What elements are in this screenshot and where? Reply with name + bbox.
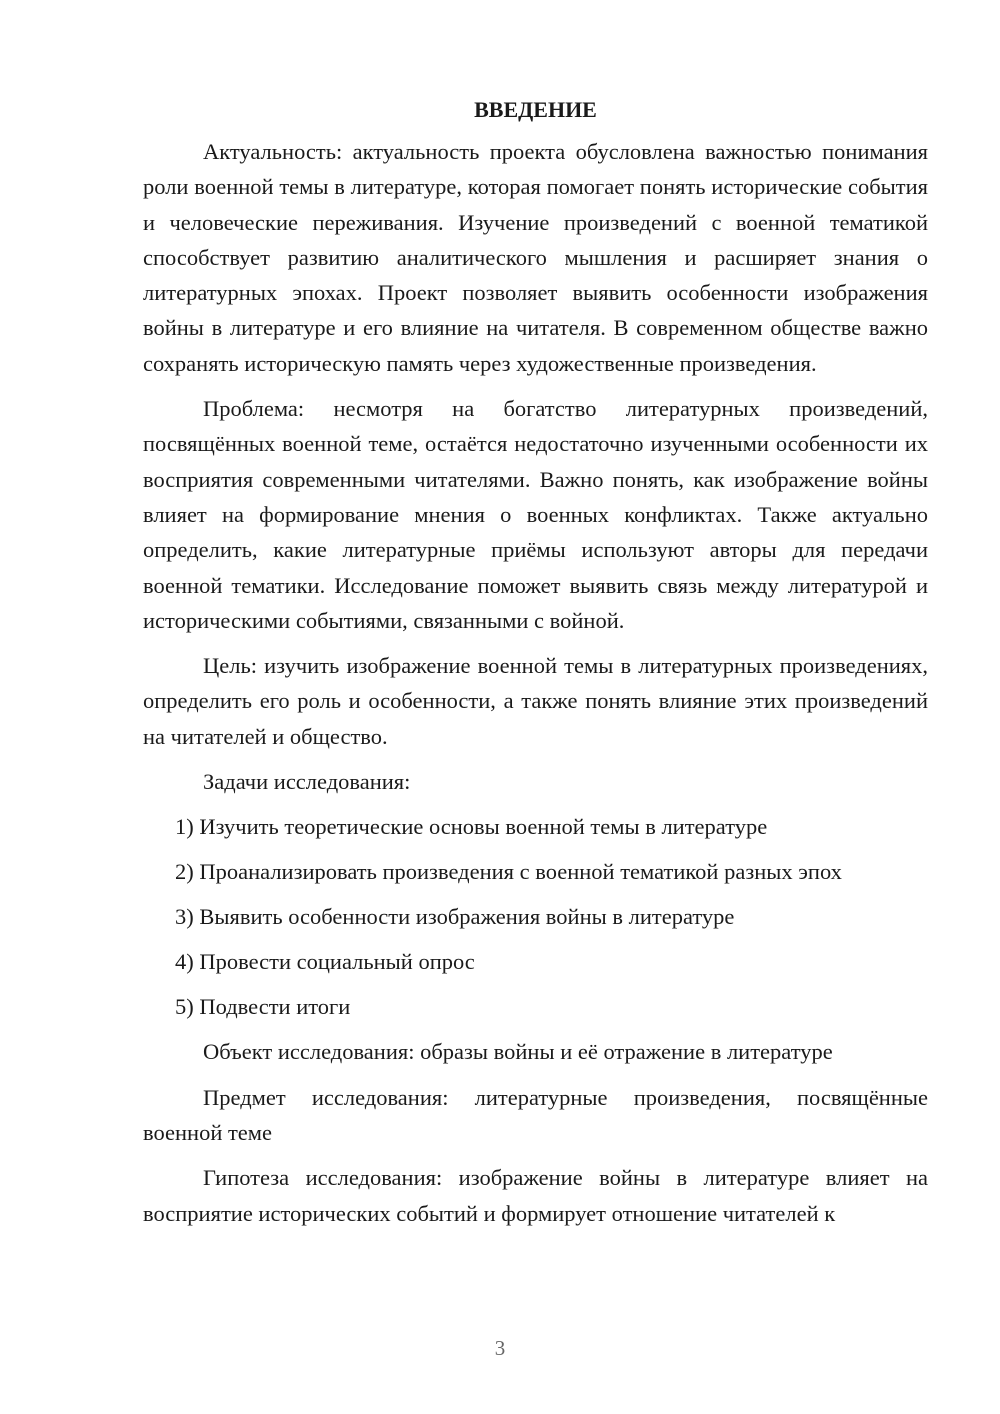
document-page <box>143 92 928 1241</box>
object-paragraph: Объект исследования: образы войны и её отражение в литературе <box>203 1039 833 1065</box>
section-title: ВВЕДЕНИЕ <box>474 97 597 122</box>
page-number: 3 <box>494 1336 506 1360</box>
list-item: 5) Подвести итоги <box>175 994 351 1020</box>
problem-paragraph: Проблема: несмотря на богатство литературных произведений, посвящённых военной теме, остаётся недостаточно изученными особенности их восприятия современными читателями. Важно понять, как изображение войны влияет на формирование мнения о военных конфликтах. Также актуально определить, какие литературные приёмы используют авторы для передачи военной тематики. Исследование поможет выявить связь между литературой и историческими событиями, связанными с войной. <box>143 396 928 633</box>
goal-paragraph: Цель: изучить изображение военной темы в литературных произведениях, определить его роль и особенности, а также понять влияние этих произведений на читателей и общество. <box>143 653 928 749</box>
hypothesis-paragraph: Гипотеза исследования: изображение войны в литературе влияет на восприятие исторических событий и формирует отношение читателей к <box>143 1165 928 1226</box>
list-item: 4) Провести социальный опрос <box>175 949 475 975</box>
tasks-heading: Задачи исследования: <box>203 769 411 795</box>
tasks-list <box>143 809 928 1024</box>
relevance-paragraph: Актуальность: актуальность проекта обусловлена важностью понимания роли военной темы в литературе, которая помогает понять исторические события и человеческие переживания. Изучение произведений с военной тематикой способствует развитию аналитического мышления и расширяет знания о литературных эпохах. Проект позволяет выявить особенности изображения войны в литературе и его влияние на читателя. В современном обществе важно сохранять историческую память через художественные произведения. <box>143 139 928 376</box>
list-item: 3) Выявить особенности изображения войны в литературе <box>175 904 735 930</box>
subject-paragraph: Предмет исследования: литературные произведения, посвящённые военной теме <box>143 1084 928 1145</box>
list-item: 1) Изучить теоретические основы военной темы в литературе <box>175 814 768 840</box>
list-item: 2) Проанализировать произведения с военной тематикой разных эпох <box>175 859 842 885</box>
